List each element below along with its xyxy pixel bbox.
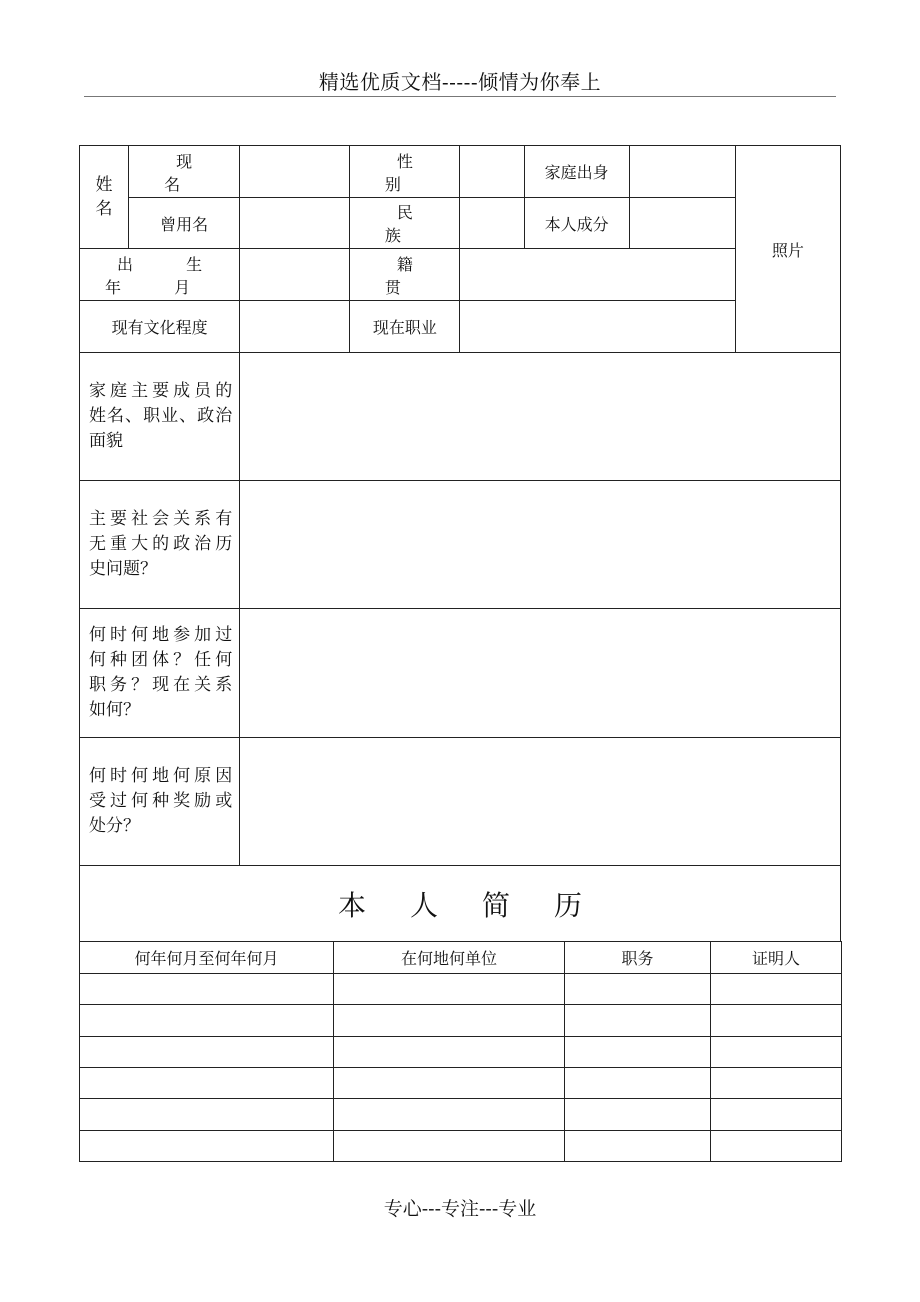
- current-name-field[interactable]: [240, 146, 350, 198]
- resume-cell-unit[interactable]: [334, 1131, 565, 1162]
- resume-cell-period[interactable]: [80, 1068, 334, 1099]
- resume-cell-unit[interactable]: [334, 1099, 565, 1131]
- resume-cell-period[interactable]: [80, 1005, 334, 1037]
- page-header: 精选优质文档-----倾情为你奉上: [318, 70, 602, 94]
- resume-col-witness: 证明人: [711, 942, 842, 974]
- resume-header-row: [80, 942, 842, 974]
- former-name-label: 曾用名: [129, 198, 240, 249]
- resume-cell-witness[interactable]: [711, 1099, 842, 1131]
- family-origin-label: 家庭出身: [524, 146, 629, 198]
- family-members-field[interactable]: [240, 353, 841, 481]
- resume-cell-position[interactable]: [565, 974, 711, 1005]
- family-members-label: 家庭主要成员的 姓名、职业、政治 面貌: [80, 353, 240, 481]
- rewards-punishments-label: 何时何地何原因 受过何种奖励或 处分？: [80, 738, 240, 866]
- resume-cell-period[interactable]: [80, 1037, 334, 1068]
- education-label: 现有文化程度: [80, 301, 240, 353]
- ethnicity-label: 民 族: [350, 198, 460, 249]
- native-place-label: 籍 贯: [350, 249, 460, 301]
- table-row: [80, 1131, 842, 1162]
- table-row: [80, 1037, 842, 1068]
- resume-cell-period[interactable]: [80, 1131, 334, 1162]
- resume-cell-position[interactable]: [565, 1099, 711, 1131]
- family-origin-field[interactable]: [629, 146, 735, 198]
- header-rule: [84, 96, 836, 97]
- resume-cell-position[interactable]: [565, 1037, 711, 1068]
- resume-title: 本人简历: [80, 866, 841, 942]
- table-row: [80, 974, 842, 1005]
- table-row: [80, 1005, 842, 1037]
- gender-label: 性 别: [350, 146, 460, 198]
- resume-cell-witness[interactable]: [711, 974, 842, 1005]
- resume-cell-witness[interactable]: [711, 1068, 842, 1099]
- table-row: [80, 1099, 842, 1131]
- resume-col-unit: 在何地何单位: [334, 942, 565, 974]
- occupation-field[interactable]: [460, 301, 735, 353]
- photo-box[interactable]: 照片: [735, 146, 840, 353]
- resume-cell-unit[interactable]: [334, 1037, 565, 1068]
- education-field[interactable]: [240, 301, 350, 353]
- gender-field[interactable]: [460, 146, 524, 198]
- rewards-punishments-field[interactable]: [240, 738, 841, 866]
- occupation-label: 现在职业: [350, 301, 460, 353]
- resume-cell-unit[interactable]: [334, 1005, 565, 1037]
- birth-label: 出 生 年 月: [80, 249, 240, 301]
- resume-cell-witness[interactable]: [711, 1131, 842, 1162]
- ethnicity-field[interactable]: [460, 198, 524, 249]
- personal-status-label: 本人成分: [524, 198, 629, 249]
- page-footer: 专心---专注---专业: [383, 1198, 537, 1220]
- resume-cell-unit[interactable]: [334, 974, 565, 1005]
- resume-cell-witness[interactable]: [711, 1037, 842, 1068]
- personal-info-form: [79, 145, 841, 942]
- resume-cell-period[interactable]: [80, 1099, 334, 1131]
- resume-col-period: 何年何月至何年何月: [80, 942, 334, 974]
- social-relations-field[interactable]: [240, 481, 841, 609]
- resume-cell-position[interactable]: [565, 1131, 711, 1162]
- resume-cell-position[interactable]: [565, 1068, 711, 1099]
- table-row: [80, 1068, 842, 1099]
- resume-cell-unit[interactable]: [334, 1068, 565, 1099]
- resume-col-position: 职务: [565, 942, 711, 974]
- personal-status-field[interactable]: [629, 198, 735, 249]
- native-place-field[interactable]: [460, 249, 735, 301]
- resume-cell-witness[interactable]: [711, 1005, 842, 1037]
- resume-cell-period[interactable]: [80, 974, 334, 1005]
- birth-field[interactable]: [240, 249, 350, 301]
- name-group-label: 姓 名: [80, 146, 129, 249]
- social-relations-label: 主要社会关系有 无重大的政治历 史问题？: [80, 481, 240, 609]
- organizations-field[interactable]: [240, 609, 841, 738]
- resume-cell-position[interactable]: [565, 1005, 711, 1037]
- resume-table: [79, 941, 842, 1162]
- current-name-label: 现 名: [129, 146, 240, 198]
- former-name-field[interactable]: [240, 198, 350, 249]
- organizations-label: 何时何地参加过 何种团体？任何 职务？现在关系 如何？: [80, 609, 240, 738]
